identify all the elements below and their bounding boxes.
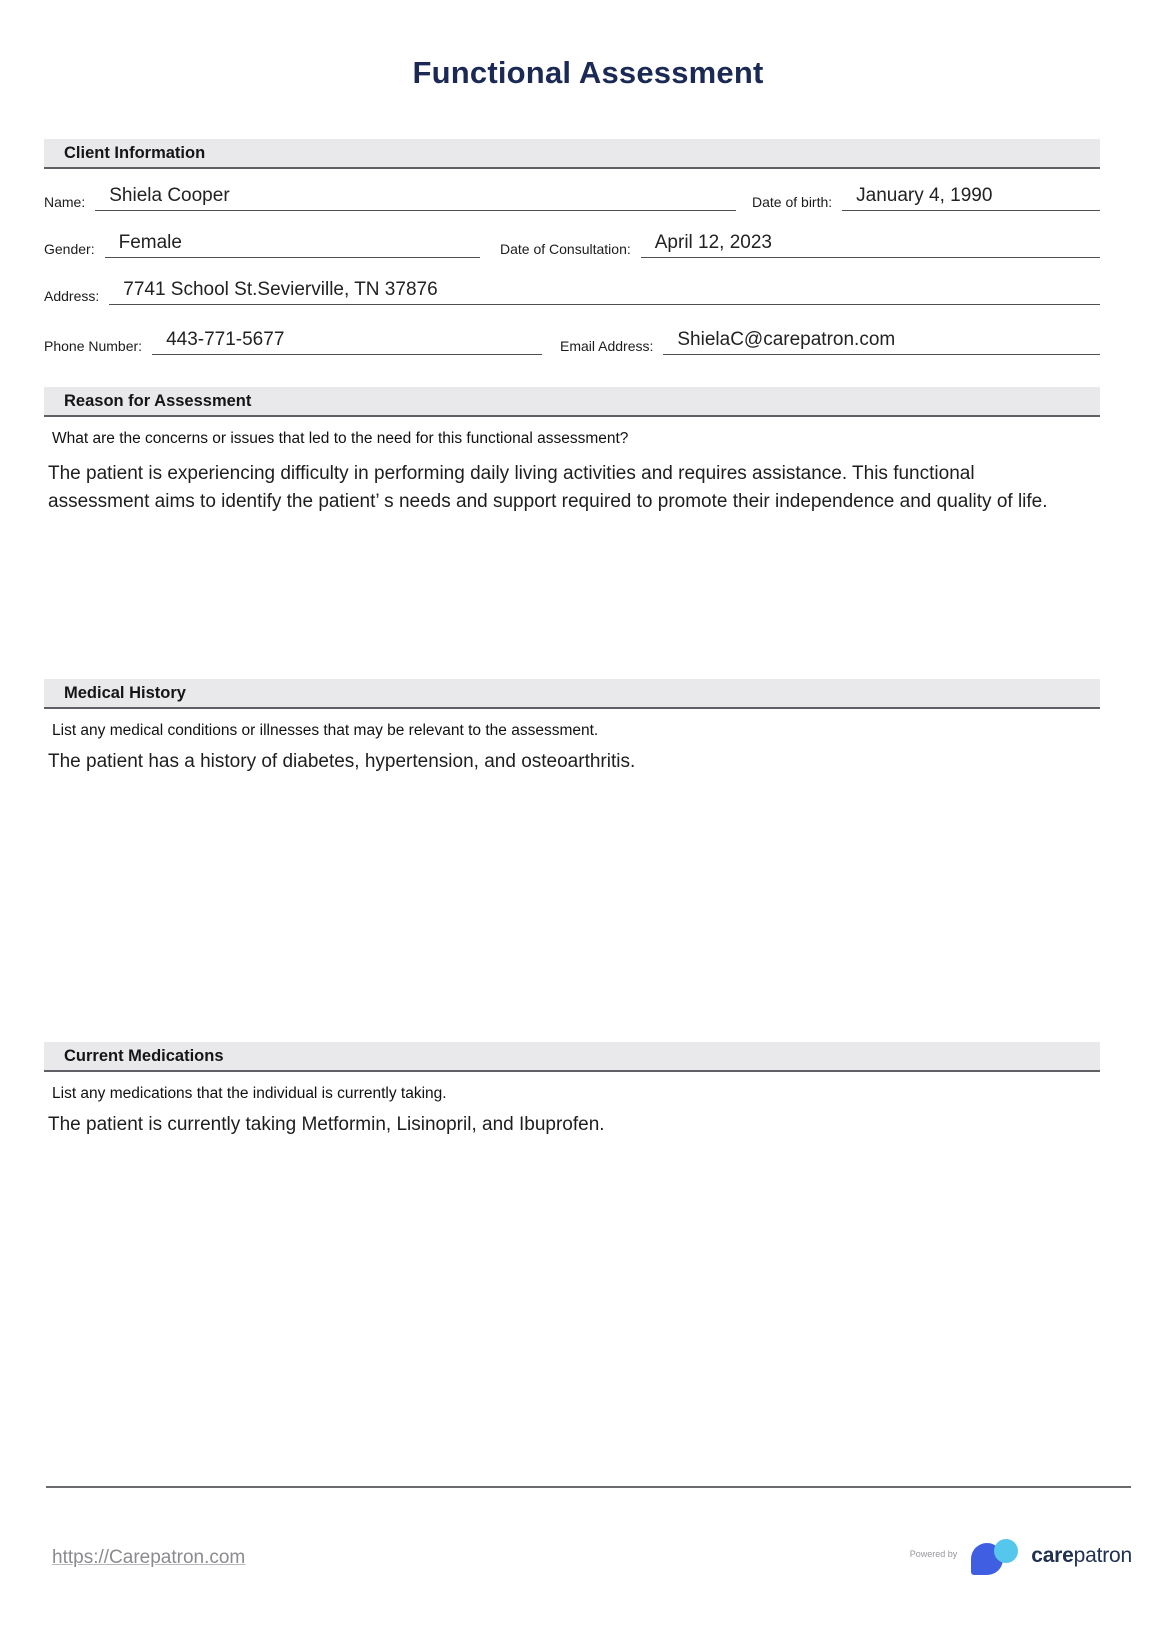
dob-value: January 4, 1990 — [842, 185, 1100, 211]
brand-wordmark-patron: patron — [1073, 1544, 1132, 1567]
section-title: Client Information — [64, 143, 206, 162]
footer — [52, 1538, 1132, 1578]
gender-label: Gender: — [44, 241, 95, 257]
footer-divider — [46, 1486, 1131, 1488]
field-address — [44, 279, 1100, 305]
reason-prompt: What are the concerns or issues that led to the need for this functional assessment? — [52, 430, 629, 447]
footer-brand — [910, 1538, 1132, 1578]
current-medications-prompt: List any medications that the individual is currently taking. — [52, 1085, 447, 1102]
field-email-address — [560, 329, 1100, 355]
field-row-gender-consultation — [44, 211, 1100, 258]
medical-history-answer: The patient has a history of diabetes, hypertension, and osteoarthritis. — [48, 751, 636, 772]
section-title: Medical History — [64, 683, 186, 702]
field-row-phone-email — [44, 305, 1100, 355]
brand-wordmark — [1031, 1544, 1132, 1568]
name-value: Shiela Cooper — [95, 185, 736, 211]
current-medications-answer: The patient is currently taking Metformin, Lisinopril, and Ibuprofen. — [48, 1114, 605, 1135]
address-label: Address: — [44, 288, 100, 304]
section-header-client-information — [44, 139, 1100, 169]
carepatron-logo-icon — [971, 1538, 1023, 1578]
section-header-medical-history — [44, 679, 1100, 709]
address-value: 7741 School St.Sevierville, TN 37876 — [109, 279, 1100, 305]
name-label: Name: — [44, 194, 86, 210]
gender-value: Female — [105, 232, 480, 258]
section-header-reason-for-assessment — [44, 387, 1100, 417]
section-header-current-medications — [44, 1042, 1100, 1072]
logo-light-circle-icon — [994, 1539, 1018, 1563]
dob-label: Date of birth: — [752, 194, 833, 210]
field-date-of-consultation — [500, 232, 1100, 258]
email-value: ShielaC@carepatron.com — [663, 329, 1100, 355]
consultation-date-value: April 12, 2023 — [641, 232, 1100, 258]
section-title: Current Medications — [64, 1046, 224, 1065]
document-content — [44, 139, 1100, 1139]
field-name — [44, 185, 736, 211]
field-gender — [44, 232, 480, 258]
field-date-of-birth — [752, 185, 1100, 211]
phone-label: Phone Number: — [44, 338, 143, 354]
powered-by-label: Powered by — [909, 1549, 958, 1559]
page-title: Functional Assessment — [412, 55, 764, 90]
phone-value: 443-771-5677 — [152, 329, 542, 355]
reason-answer: The patient is experiencing difficulty in performing daily living activities and requires assistance. This functional assessment aims to identify the patient’ s needs and support required to promote their independence and quality of life. — [48, 463, 1048, 512]
consultation-date-label: Date of Consultation: — [500, 241, 631, 257]
brand-wordmark-care: care — [1031, 1544, 1074, 1567]
medical-history-prompt: List any medical conditions or illnesses that may be relevant to the assessment. — [52, 722, 599, 739]
field-row-name-dob — [44, 169, 1100, 211]
field-phone-number — [44, 329, 542, 355]
section-title: Reason for Assessment — [64, 391, 252, 410]
carepatron-site-link[interactable]: https://Carepatron.com — [52, 1547, 246, 1568]
email-label: Email Address: — [560, 338, 654, 354]
field-row-address — [44, 258, 1100, 305]
